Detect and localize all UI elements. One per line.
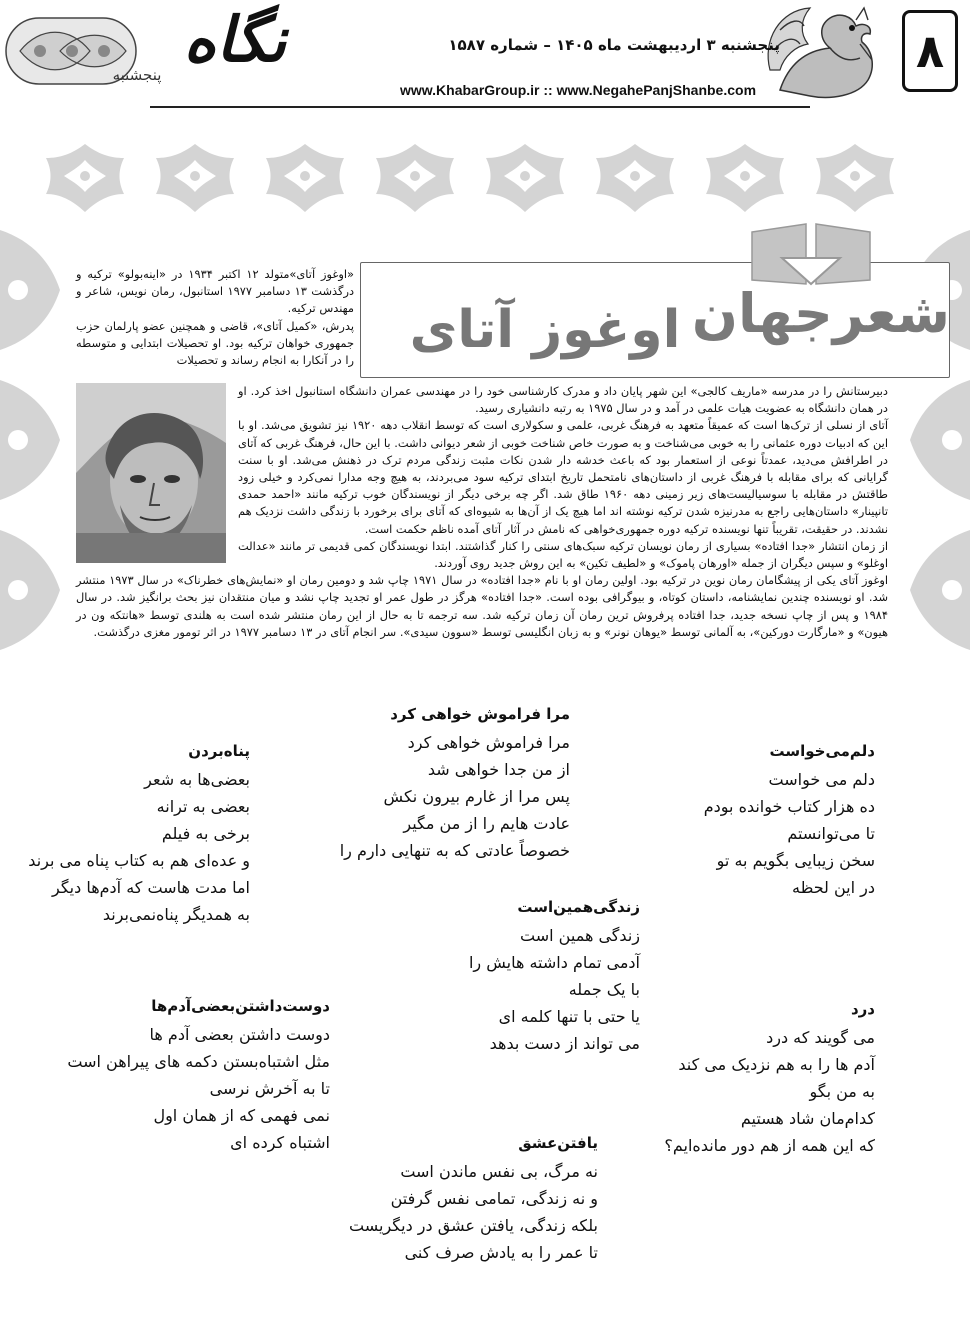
page-number: ۸ [902,10,958,92]
poem-del-mikhast [635,742,875,901]
header-divider [150,106,810,108]
poem-line: مرا فراموش خواهی کرد [407,733,570,752]
bio-body [76,383,888,641]
poem-title: مرا فراموش خواهی کرد [390,705,570,723]
bio-paragraph: دبیرستانش را در مدرسه «ماریف کالجی» این شهر پایان داد و مدرک کارشناسی خود را در مهندسی عمران دانشگاه استانبول اخذ کرد. او در همان دانشگاه به عضویت هیات علمی در آمد و در سال ۱۹۷۵ به رتبه دانشیاری رسید. [238,384,888,416]
poem-line: که این همه از هم دور مانده‌ایم؟ [664,1136,875,1155]
poem-line: سخن زیبایی بگویم به تو [716,851,875,870]
poem-line: بعضی‌ها به شعر [144,770,250,789]
poem-line: بعضی به ترانه [156,797,250,816]
poem-line: به من بگو [809,1082,875,1101]
poem-title: درد [850,1000,875,1018]
poem-title: پناه‌بردن [188,742,250,760]
poem-line: یا حتی با تنها کلمه ای [498,1007,640,1026]
decorative-motif-row [0,132,970,224]
decorative-motif-left [0,210,70,670]
poem-line: نه مرگ، بی نفس ماندن است [400,1162,598,1181]
poem-line: می تواند از دست بدهد [489,1034,640,1053]
poem-title: یافتن‌عشق [518,1134,598,1152]
poem-title: زندگی‌همین‌است [517,898,640,916]
poem-line: پس مرا از غارم بیرون نکش [383,787,570,806]
poem-line: دلم می خواست [768,770,875,789]
poem-line: زندگی همین است [520,926,640,945]
logo-subtitle: پنجشنبه [112,66,162,84]
poem-line: به همدیگر پناه‌نمی‌برند [102,905,250,924]
poem-line: می گویند که درد [766,1028,875,1047]
poem-line: برخی به فیلم [161,824,250,843]
poem-line: مثل اشتباه‌بستن دکمه های پیراهن است [67,1052,330,1071]
bio-intro [76,266,354,369]
poem-line: آدمی تمام داشته هایش را [468,953,640,972]
poem-line: و نه زندگی، تمامی نفس گرفتن [390,1189,598,1208]
poem-line: اما مدت هاست که آدم‌ها دیگر [51,878,250,897]
poem-line: نمی فهمی که از همان اول [153,1106,330,1125]
bio-paragraph: اوغوز آتای یکی از پیشگامان رمان نوین در ترکیه بود. اولین رمان او با نام «جدا افتاده» در سال ۱۹۷۱ چاپ شد و دومین رمان او «نمایش‌های خطرناک» در سال ۱۹۷۳ منتشر شد. او نویسنده چندین نمایشنامه، داستان کوتاه، و بیوگرافی بوده است. «جدا افتاده» هرگز در طول عمر او تجدید چاپ نشد و میان منتقدان نیز بحث برانگیز شد. در سال ۱۹۸۴ و پس از چاپ نسخه جدید، جدا افتاده پرفروش ترین رمان آن زمان ترکیه شد. سه ترجمه تا به حال از این رمان منتشر شده است به هلندی توسط «هانتکه ون در هیون» و «مارگارت دورکین»، به آلمانی توسط «یوهان نونر» و به زبان انگلیسی توسط «سوون سیدی». سر انجام آتای در ۱۳ دسامبر ۱۹۷۷ در اثر تومور مغزی درگذشت. [76,573,888,639]
poem-line: تا می‌توانستم [787,824,875,843]
poem-line: اشتباه کرده ای [230,1133,330,1152]
newspaper-logo: نگاه [183,3,287,76]
poem-title: دوست‌داشتن‌بعضی‌آدم‌ها [151,997,330,1015]
poem-line: دوست داشتن بعضی آدم ها [149,1025,330,1044]
poem-doost-dashtan [50,997,330,1156]
poem-line: ده هزار کتاب خوانده بودم [703,797,875,816]
poem-line: خصوصاً عادتی که به تنهایی دارم را [339,841,570,860]
poem-line: و عده‌ای هم به کتاب پناه می برند [28,851,250,870]
poem-panah-bordan [0,742,250,928]
poem-title: دلم‌می‌خواست [769,742,875,760]
poet-portrait [76,383,226,563]
issue-line: پنجشنبه ۳ اردیبهشت ماه ۱۴۰۵ – شماره ۱۵۸۷ [448,36,780,54]
section-title: شعرجهان [691,282,950,345]
poem-line: عادت هایم را از من مگیر [403,814,570,833]
poem-faramoosh [320,705,570,864]
poet-name-title: اوغوز آتای [409,300,681,360]
poem-line: تا عمر را به یادش صرف کنی [404,1243,598,1262]
poem-line: آدم ها را به هم نزدیک می کند [678,1055,875,1074]
poem-yaftan-eshgh [338,1134,598,1266]
page-header [0,0,970,112]
bio-paragraph: پدرش، «کمیل آتای»، قاضی و همچنین عضو پارلمان حزب جمهوری خواهان ترکیه بود. او تحصیلات ابتدایی و متوسطه را در آنکارا به انجام رساند و تحصیلات [76,318,354,368]
poem-line: با یک جمله [568,980,640,999]
bio-paragraph: از زمان انتشار «جدا افتاده» بسیاری از رمان نویسان ترکیه سبک‌های سنتی را کنار گذاشتند. ابتدا نویسندگان کمی قدیمی تر مانند «عدالت اوغلو» و سپس دیگران از جمله «اورهان پاموک» و «لطیف تکین» به این روش جدید روی آوردند. [238,538,888,571]
portrait-image [76,383,226,563]
poem-line: بلکه زندگی، یافتن عشق در دیگریست [349,1216,598,1235]
poem-line: در این لحظه [791,878,875,897]
website-links[interactable]: www.KhabarGroup.ir :: www.NegahePanjShanbe.com [400,82,757,98]
open-book-icon [746,218,876,288]
bio-paragraph: «اوغوز آتای»متولد ۱۲ اکتبر ۱۹۳۴ در «اینه‌بولو» ترکیه و درگذشت ۱۳ دسامبر ۱۹۷۷ استانبول، رمان نویس، شاعر و مهندس ترکیه. [76,267,355,316]
poem-line: کدام‌مان شاد هستیم [740,1109,875,1128]
poem-line: تا به آخرش نرسی [209,1079,330,1098]
bio-paragraph: آتای از نسلی از ترک‌ها است که عمیقاً متعهد به فرهنگ غربی، علمی و سکولاری است که توسط انقلاب دهه ۱۹۲۰ نیز تشویق می‌شد. او با این که ادبیات دوره عثمانی را به خوبی می‌شناخت و به صورت خاص شناخت خوبی از شعر دیوانی داشت. با این حال، فرهنگ غربی که آتای در اطرافش می‌دید، عمدتاً نوعی از استعمار بود که باعث خدشه دار شدن نکات مثبت زندگی مردم ترک در ذهنش می‌شد. او با سنت گرایانی که برای مقابله با فرهنگ غربی از داستان‌های نامتحمل تاریخ ابتدای ترکیه سود می‌بردند، به هیچ وجه مدارا نمی‌کرد و خیلی زود طاقتش در مقابله با سوسیالیست‌های زیر زمینی دهه ۱۹۶۰ طاق شد. اگر چه برخی دیگر از نویسندگان خوب ترکیه مانند «احمد حمدی تانپینار» داستان‌هایی راجع به مدرنیزه شدن ترکیه نوشته اند اما هیچ یک از آن‌ها به شیوه‌ای که آتای برای برخورد با زندگی داشت نزدیک هم نشدند. در حقیقت، تقریباً تنها نویسنده ترکیه دوره جمهوری‌خواهی که نامش در آثار آتای آمده ناظم حکمت است. [238,418,888,536]
poem-line: از من جدا خواهی شد [427,760,570,779]
poem-dard [605,1000,875,1159]
